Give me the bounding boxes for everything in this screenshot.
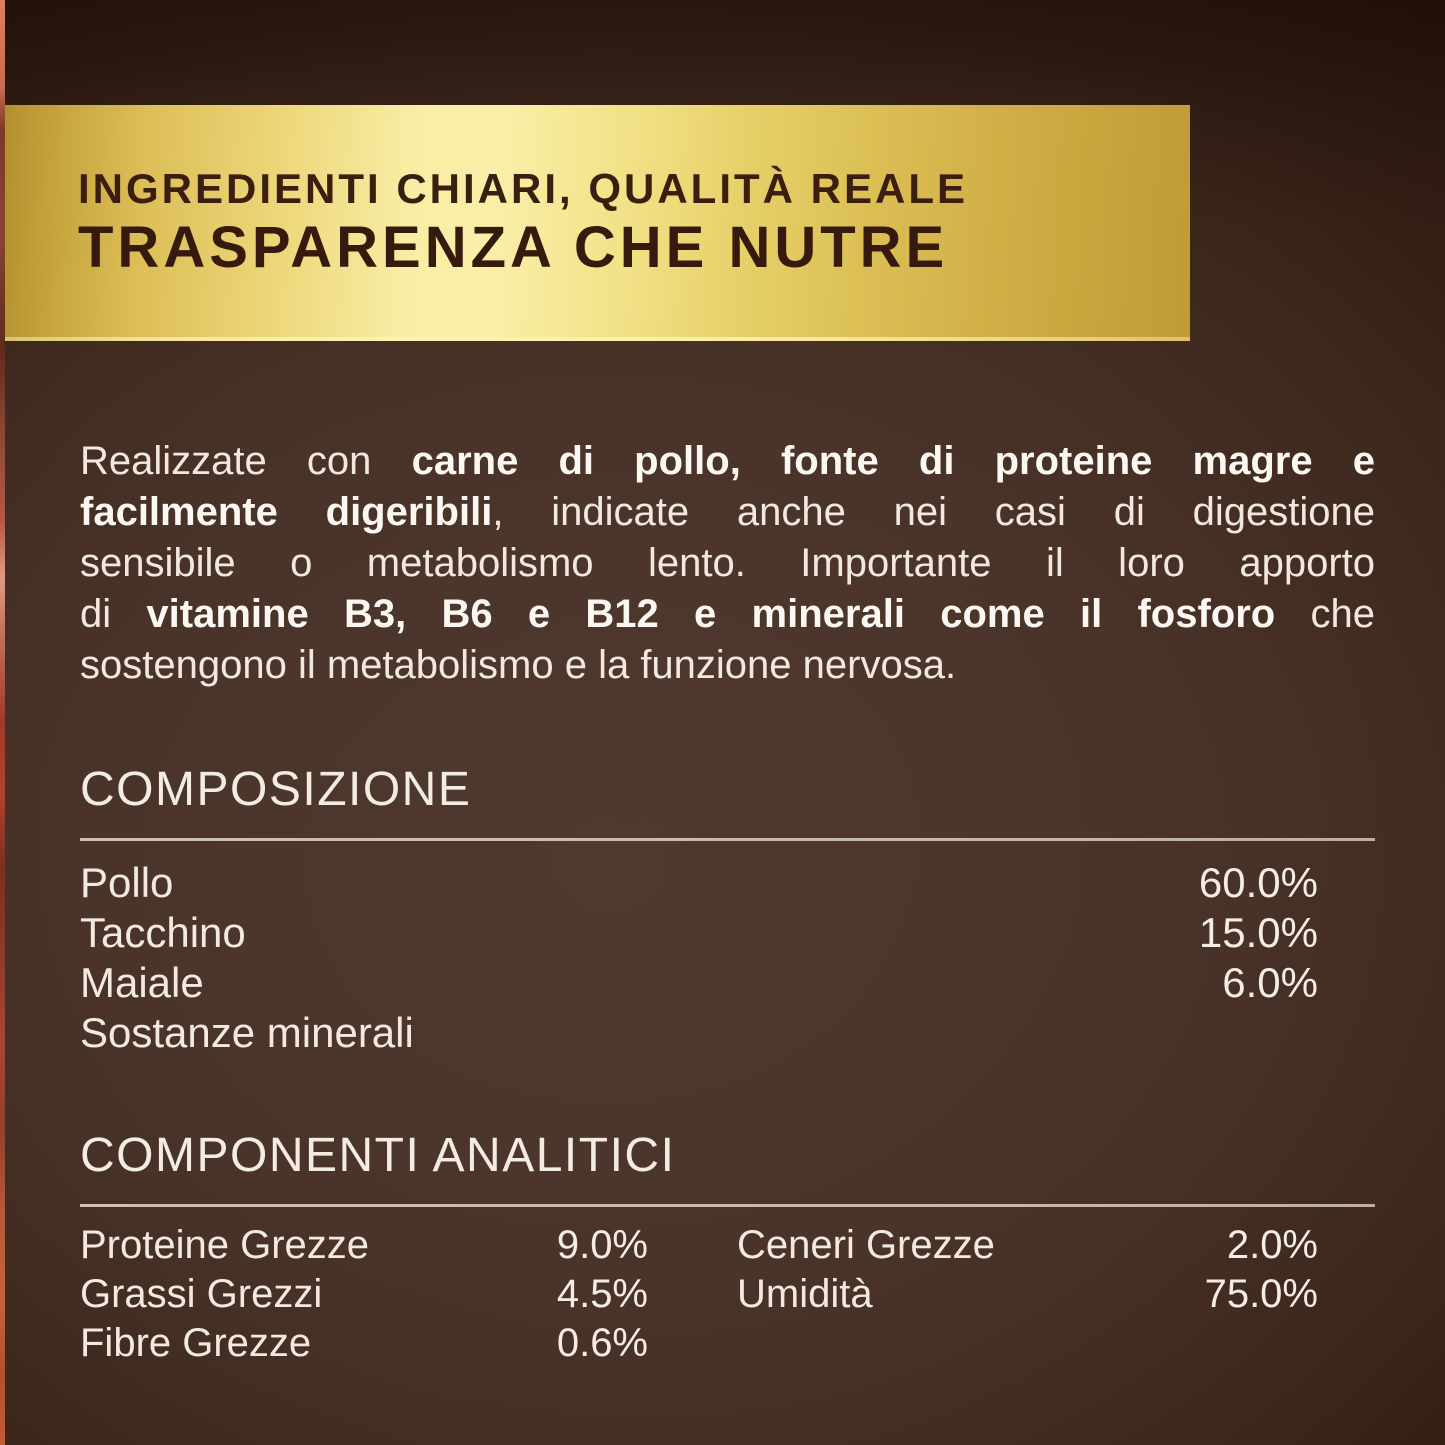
analytics-value: 2.0% <box>1226 1223 1318 1267</box>
ingredient-list <box>80 858 1318 1058</box>
analytics-label: Umidità <box>737 1272 873 1316</box>
ingredient-row <box>80 858 1318 908</box>
gold-banner <box>5 105 1190 341</box>
ingredient-row <box>80 908 1318 958</box>
ingredient-value: 60.0% <box>1198 859 1318 906</box>
banner-kicker: INGREDIENTI CHIARI, QUALITÀ REALE <box>78 165 969 212</box>
analytics-value: 4.5% <box>556 1272 648 1316</box>
divider <box>80 1204 1375 1207</box>
intro-line-3: sensibile o metabolismo lento. Importante il loro apporto <box>80 541 1375 585</box>
analytics-row <box>80 1270 1318 1319</box>
section-componenti-analitici <box>80 1128 1375 1368</box>
composizione-heading: COMPOSIZIONE <box>80 763 472 816</box>
ingredient-row <box>80 958 1318 1008</box>
analytics-row <box>80 1221 1318 1270</box>
ingredient-label: Pollo <box>80 859 174 906</box>
analitici-heading: COMPONENTI ANALITICI <box>80 1129 676 1182</box>
divider <box>80 838 1375 841</box>
intro-paragraph <box>80 436 1375 691</box>
analytics-table <box>80 1221 1318 1368</box>
intro-line-1: Realizzate con carne di pollo, fonte di proteine magre e <box>80 439 1375 483</box>
ingredient-label: Sostanze minerali <box>80 1009 414 1056</box>
analytics-pair <box>80 1270 648 1319</box>
analytics-pair <box>737 1221 1318 1270</box>
analytics-value: 9.0% <box>556 1223 648 1267</box>
ingredient-row <box>80 1008 1318 1058</box>
analytics-pair <box>80 1221 648 1270</box>
analytics-value: 75.0% <box>1204 1272 1318 1316</box>
analytics-pair <box>737 1319 1318 1368</box>
intro-line-2: facilmente digeribili, indicate anche nei casi di digestione <box>80 490 1376 534</box>
intro-line-4: di vitamine B3, B6 e B12 e minerali come il fosforo che <box>80 592 1375 636</box>
analytics-label: Proteine Grezze <box>80 1223 370 1267</box>
analytics-row <box>80 1319 1318 1368</box>
analytics-label: Grassi Grezzi <box>80 1272 323 1316</box>
ingredient-value: 6.0% <box>1222 959 1318 1006</box>
analytics-pair <box>80 1319 648 1368</box>
banner-title: TRASPARENZA CHE NUTRE <box>78 215 949 280</box>
analytics-label: Ceneri Grezze <box>737 1223 995 1267</box>
intro-line-5: sostengono il metabolismo e la funzione nervosa. <box>80 643 957 687</box>
ingredient-value: 15.0% <box>1198 909 1318 956</box>
analytics-pair <box>737 1270 1318 1319</box>
ingredient-label: Tacchino <box>80 909 246 956</box>
analytics-value: 0.6% <box>556 1321 648 1365</box>
analytics-label: Fibre Grezze <box>80 1321 312 1365</box>
ingredient-label: Maiale <box>80 959 204 1006</box>
section-composizione <box>80 762 1375 1058</box>
